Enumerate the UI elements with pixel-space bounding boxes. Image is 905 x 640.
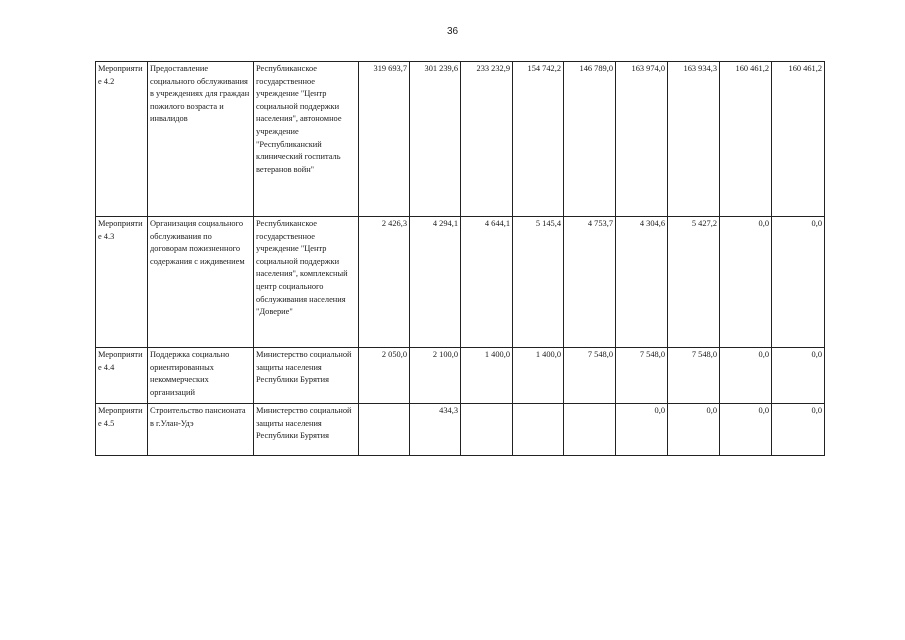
value-cell: 4 294,1 [410,217,461,348]
value-cell: 301 239,6 [410,62,461,217]
value-cell: 7 548,0 [564,348,616,404]
activity-code: Мероприятие 4.4 [96,348,148,404]
value-cell: 7 548,0 [616,348,668,404]
value-cell: 0,0 [720,348,772,404]
activity-executor: Республиканское государственное учреждение "Центр социальной поддержки населения", автономное учреждение "Республиканский клинический госпиталь ветеранов войн" [254,62,359,217]
table-row [96,404,825,456]
value-cell: 0,0 [772,404,825,456]
value-cell: 5 145,4 [513,217,564,348]
value-cell: 319 693,7 [359,62,410,217]
value-cell: 0,0 [720,217,772,348]
program-activities-table [95,61,825,456]
value-cell: 434,3 [410,404,461,456]
value-cell: 163 974,0 [616,62,668,217]
value-cell: 2 426,3 [359,217,410,348]
value-cell: 4 304,6 [616,217,668,348]
value-cell: 5 427,2 [668,217,720,348]
activity-executor: Республиканское государственное учреждение "Центр социальной поддержки населения", комплексный центр социального обслуживания населения "Доверие" [254,217,359,348]
value-cell: 2 100,0 [410,348,461,404]
table-row [96,348,825,404]
activity-name: Строительство пансионата в г.Улан-Удэ [148,404,254,456]
activity-name: Поддержка социально ориентированных некоммерческих организаций [148,348,254,404]
activity-code: Мероприятие 4.5 [96,404,148,456]
value-cell: 0,0 [772,348,825,404]
page-number: 36 [446,26,459,37]
table-row [96,217,825,348]
value-cell: 163 934,3 [668,62,720,217]
activity-executor: Министерство социальной защиты населения Республики Бурятия [254,404,359,456]
value-cell: 0,0 [668,404,720,456]
value-cell: 154 742,2 [513,62,564,217]
value-cell: 2 050,0 [359,348,410,404]
value-cell: 1 400,0 [461,348,513,404]
value-cell: 160 461,2 [772,62,825,217]
value-cell: 233 232,9 [461,62,513,217]
value-cell: 0,0 [772,217,825,348]
activity-code: Мероприятие 4.3 [96,217,148,348]
value-cell: 146 789,0 [564,62,616,217]
value-cell: 1 400,0 [513,348,564,404]
value-cell: 4 753,7 [564,217,616,348]
value-cell: 160 461,2 [720,62,772,217]
value-cell [461,404,513,456]
value-cell [513,404,564,456]
activity-code: Мероприятие 4.2 [96,62,148,217]
value-cell: 0,0 [616,404,668,456]
value-cell: 0,0 [720,404,772,456]
table-row [96,62,825,217]
activity-name: Организация социального обслуживания по договорам пожизненного содержания с иждивением [148,217,254,348]
activity-executor: Министерство социальной защиты населения Республики Бурятия [254,348,359,404]
activity-name: Предоставление социального обслуживания в учреждениях для граждан пожилого возраста и инвалидов [148,62,254,217]
value-cell [359,404,410,456]
value-cell [564,404,616,456]
value-cell: 7 548,0 [668,348,720,404]
value-cell: 4 644,1 [461,217,513,348]
